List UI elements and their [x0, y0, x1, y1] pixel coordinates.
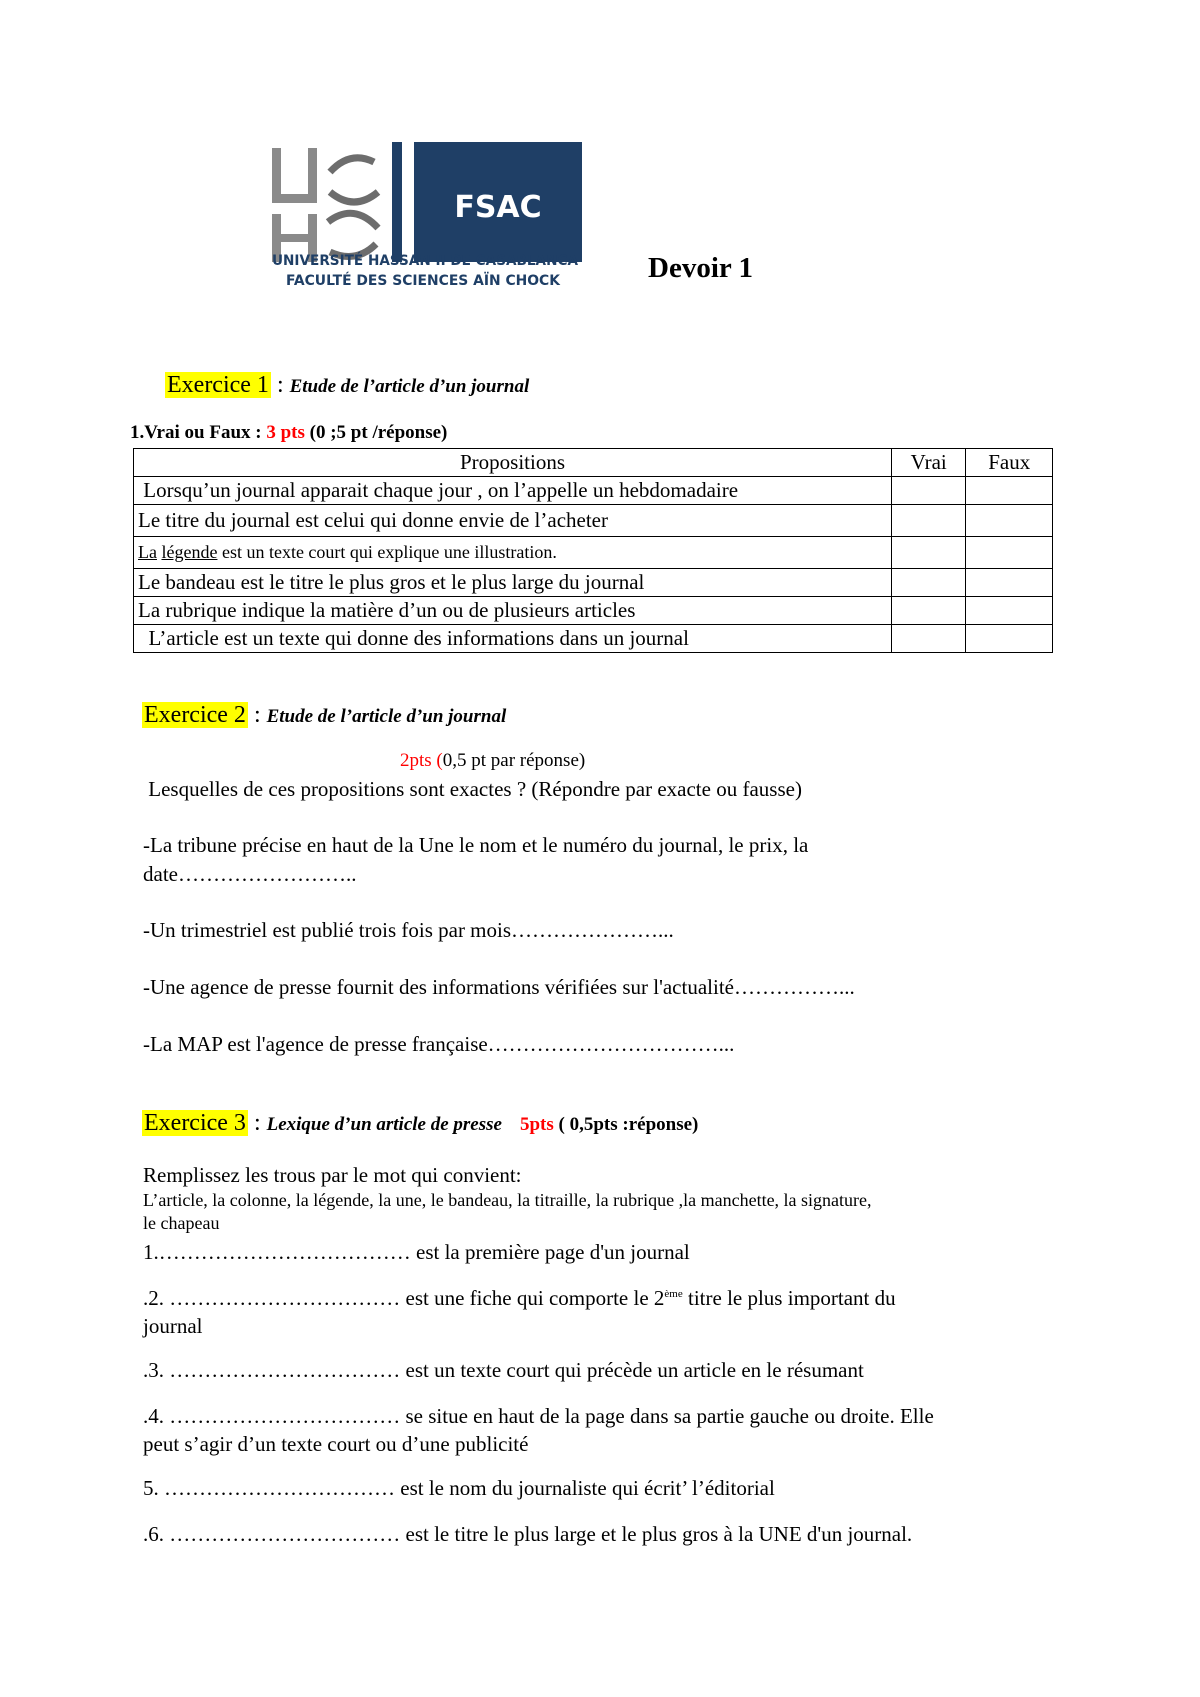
- logo-faculty-name: FACULTÉ DES SCIENCES AÏN CHOCK: [286, 272, 575, 289]
- header-vrai: Vrai: [892, 449, 966, 477]
- exercise-3-q4: .4. …………………………… se situe en haut de la page dans sa partie gauche ou droite. Elle: [143, 1404, 934, 1428]
- exercise-1-subtitle: Etude de l’article d’un journal: [289, 376, 530, 397]
- table-row: La légende est un texte court qui explique une illustration.: [134, 537, 1053, 569]
- exercise-3-q2-cont: journal: [143, 1314, 203, 1338]
- answer-cell-vrai[interactable]: [892, 537, 966, 569]
- table-row: Le bandeau est le titre le plus gros et le plus large du journal: [134, 569, 1053, 597]
- exercise-2-question: Lesquelles de ces propositions sont exactes ? (Répondre par exacte ou fausse): [143, 777, 802, 801]
- answer-cell-vrai[interactable]: [892, 569, 966, 597]
- exercise-1-question: 1.Vrai ou Faux : 3 pts (0 ;5 pt /réponse): [130, 422, 448, 443]
- uh2c-emblem-icon: [270, 142, 606, 290]
- exercise-3-word-list-cont: le chapeau: [143, 1213, 220, 1233]
- answer-cell-vrai[interactable]: [892, 477, 966, 505]
- answer-cell-vrai[interactable]: [892, 625, 966, 653]
- table-row: L’article est un texte qui donne des informations dans un journal: [134, 625, 1053, 653]
- exercise-3-heading: Exercice 3 : Lexique d’un article de presse 5pts ( 0,5pts :réponse): [144, 1110, 699, 1136]
- table-header-row: [134, 449, 1053, 477]
- exercise-3-points: 5pts: [519, 1114, 554, 1135]
- header-propositions: Propositions: [134, 449, 892, 477]
- exercise-3-q2: .2. …………………………… est une fiche qui comporte le 2ème titre le plus important du: [143, 1286, 896, 1310]
- exercise-2-points: 2pts (0,5 pt par réponse): [400, 750, 586, 771]
- exercise-2-subtitle: Etude de l’article d’un journal: [266, 706, 507, 727]
- answer-cell-faux[interactable]: [966, 625, 1053, 653]
- exercise-3-q5: 5. …………………………… est le nom du journaliste qui écrit’ l’éditorial: [143, 1476, 775, 1500]
- logo-box-text: FSAC: [454, 190, 542, 225]
- answer-cell-faux[interactable]: [966, 477, 1053, 505]
- exercise-2-item-2: -Un trimestriel est publié trois fois par mois…………………...: [143, 918, 674, 942]
- exercise-3-q4-cont: peut s’agir d’un texte court ou d’une publicité: [143, 1432, 529, 1456]
- answer-cell-vrai[interactable]: [892, 505, 966, 537]
- exercise-3-word-list: L’article, la colonne, la légende, la une, le bandeau, la titraille, la rubrique ,la manchette, la signature,: [143, 1190, 872, 1210]
- table-row: Le titre du journal est celui qui donne envie de l’acheter: [134, 505, 1053, 537]
- exercise-2-item-1-cont: date……………………..: [143, 862, 357, 886]
- exercise-2-label: Exercice 2: [144, 702, 246, 728]
- exercise-2-heading: Exercice 2 : Etude de l’article d’un journal: [144, 702, 507, 728]
- exercise-2-item-4: -La MAP est l'agence de presse française……………………………...: [143, 1032, 735, 1056]
- exercise-3-label: Exercice 3: [144, 1110, 246, 1136]
- exercise-1-heading: Exercice 1 : Etude de l’article d’un journal: [167, 372, 530, 398]
- answer-cell-faux[interactable]: [966, 505, 1053, 537]
- exercise-3-q6: .6. …………………………… est le titre le plus large et le plus gros à la UNE d'un journal.: [143, 1522, 913, 1546]
- answer-cell-vrai[interactable]: [892, 597, 966, 625]
- exercise-1-points: 3 pts: [266, 422, 305, 443]
- exercise-2-item-1: -La tribune précise en haut de la Une le nom et le numéro du journal, le prix, la: [143, 833, 809, 857]
- table-row: La rubrique indique la matière d’un ou de plusieurs articles: [134, 597, 1053, 625]
- exercise-3-q1: 1.……………………………… est la première page d'un journal: [143, 1240, 690, 1264]
- page-title: Devoir 1: [648, 252, 753, 284]
- answer-cell-faux[interactable]: [966, 569, 1053, 597]
- exercise-3-subtitle: Lexique d’un article de presse: [266, 1114, 502, 1135]
- answer-cell-faux[interactable]: [966, 597, 1053, 625]
- header-faux: Faux: [966, 449, 1053, 477]
- exercise-1-label: Exercice 1: [167, 372, 269, 398]
- true-false-table: [133, 448, 1053, 653]
- table-row: Lorsqu’un journal apparait chaque jour , on l’appelle un hebdomadaire: [134, 477, 1053, 505]
- exercise-3-q3: .3. …………………………… est un texte court qui précède un article en le résumant: [143, 1358, 864, 1382]
- exercise-3-instruction: Remplissez les trous par le mot qui convient:: [143, 1163, 522, 1187]
- logo-university-name: UNIVERSITÉ HASSAN II DE CASABLANCA: [272, 252, 601, 269]
- answer-cell-faux[interactable]: [966, 537, 1053, 569]
- exercise-2-item-3: -Une agence de presse fournit des informations vérifiées sur l'actualité……………...: [143, 975, 855, 999]
- university-logo: [270, 142, 606, 290]
